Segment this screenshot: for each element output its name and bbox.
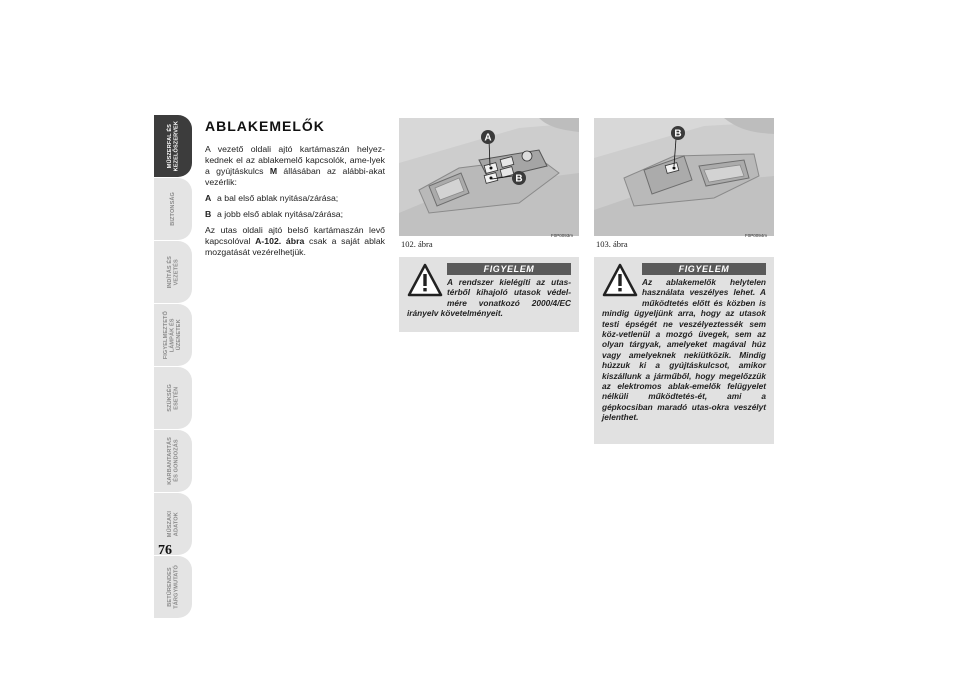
warning-heading: FIGYELEM	[447, 263, 571, 275]
tab-label: BIZTONSÁG	[169, 192, 176, 226]
tab-figyelmezteto[interactable]	[154, 304, 192, 366]
tab-label: MŰSZERFAL ÉS KEZELŐSZERVEK	[166, 120, 179, 172]
warning-box	[594, 257, 774, 444]
tab-inditas[interactable]	[154, 241, 192, 303]
figure-label-b: B	[515, 173, 523, 185]
tab-muszerfal[interactable]	[154, 115, 192, 177]
tab-label: FIGYELMEZTETŐ LÁMPÁK ÉS ÜZENETEK	[163, 310, 183, 360]
tab-betrendes[interactable]	[154, 556, 192, 618]
warning-text: Az ablakemelők helytelen használata veszélyes lehet. A működtetés előtt és közben is mindig ügyeljünk arra, hogy az utasok testi épségét ne veszélyeztessék sem köz-vetlenül a mozgó üvegek, sem az olyan tárgyak, amelyeket magával húz vagy amelyeknek nekiütközik. Mindig húzzuk ki a gyújtáskulcsot, amikor kiszállunk a járműből, hogy megelőzzük az elektromos ablak-emelők felügyelet nélküli működtetés-ét, ami a gépkocsiban maradó utas-okra veszélyt jelenthet.	[602, 277, 766, 423]
tab-szukseg[interactable]	[154, 367, 192, 429]
list-item: A a bal első ablak nyitása/zárása;	[205, 193, 339, 203]
warning-box	[399, 257, 579, 332]
key-position: M	[269, 166, 278, 176]
figure-caption: 102. ábra	[401, 239, 433, 249]
figure-label-b: B	[674, 128, 682, 140]
figure-label-a: A	[484, 132, 492, 144]
tab-karbantartas[interactable]	[154, 430, 192, 492]
tab-biztonsag[interactable]	[154, 178, 192, 240]
body-text	[205, 144, 385, 263]
warning-text: A rendszer kielégíti az utas-térből kihajoló utasok védel-mére vonatkozó 2000/4/EC irányelv követelményeit.	[407, 277, 571, 319]
figure-reference: A-102. ábra	[255, 236, 305, 246]
figure-code: F0P0093m	[551, 233, 574, 238]
list-item: B a jobb első ablak nyitása/zárása;	[205, 209, 344, 219]
page-title: ABLAKEMELŐK	[205, 118, 325, 134]
warning-triangle-icon	[602, 263, 638, 297]
tab-label: KARBANTARTÁS ÉS GONDOZÁS	[166, 437, 179, 485]
figure-code: F0P0094m	[745, 233, 768, 238]
tab-label: INDÍTÁS ÉS VEZETÉS	[166, 255, 179, 289]
outro-paragraph: Az utas oldali ajtó belső kartámaszán levő kapcsolóval A-102. ábra csak a saját ablak mozgatását vezérelhetjük.	[205, 225, 385, 257]
figure-103-illustration	[594, 118, 774, 236]
figure-caption: 103. ábra	[596, 239, 628, 249]
warning-heading: FIGYELEM	[642, 263, 766, 275]
intro-paragraph: A vezető oldali ajtó kartámaszán helyez-kednek el az ablakemelő kapcsolók, ame-lyek a gyújtáskulcs M állásában az alábbi-akat vezérlik:	[205, 144, 385, 187]
page-number: 76	[158, 543, 172, 558]
tab-label: MŰSZAKI ADATOK	[166, 510, 179, 538]
warning-triangle-icon	[407, 263, 443, 297]
tab-label: SZÜKSÉG ESETÉN	[166, 384, 179, 412]
figure-102-illustration	[399, 118, 579, 236]
tab-label: BETŰRENDES TÁRGYMUTATÓ	[166, 565, 179, 609]
